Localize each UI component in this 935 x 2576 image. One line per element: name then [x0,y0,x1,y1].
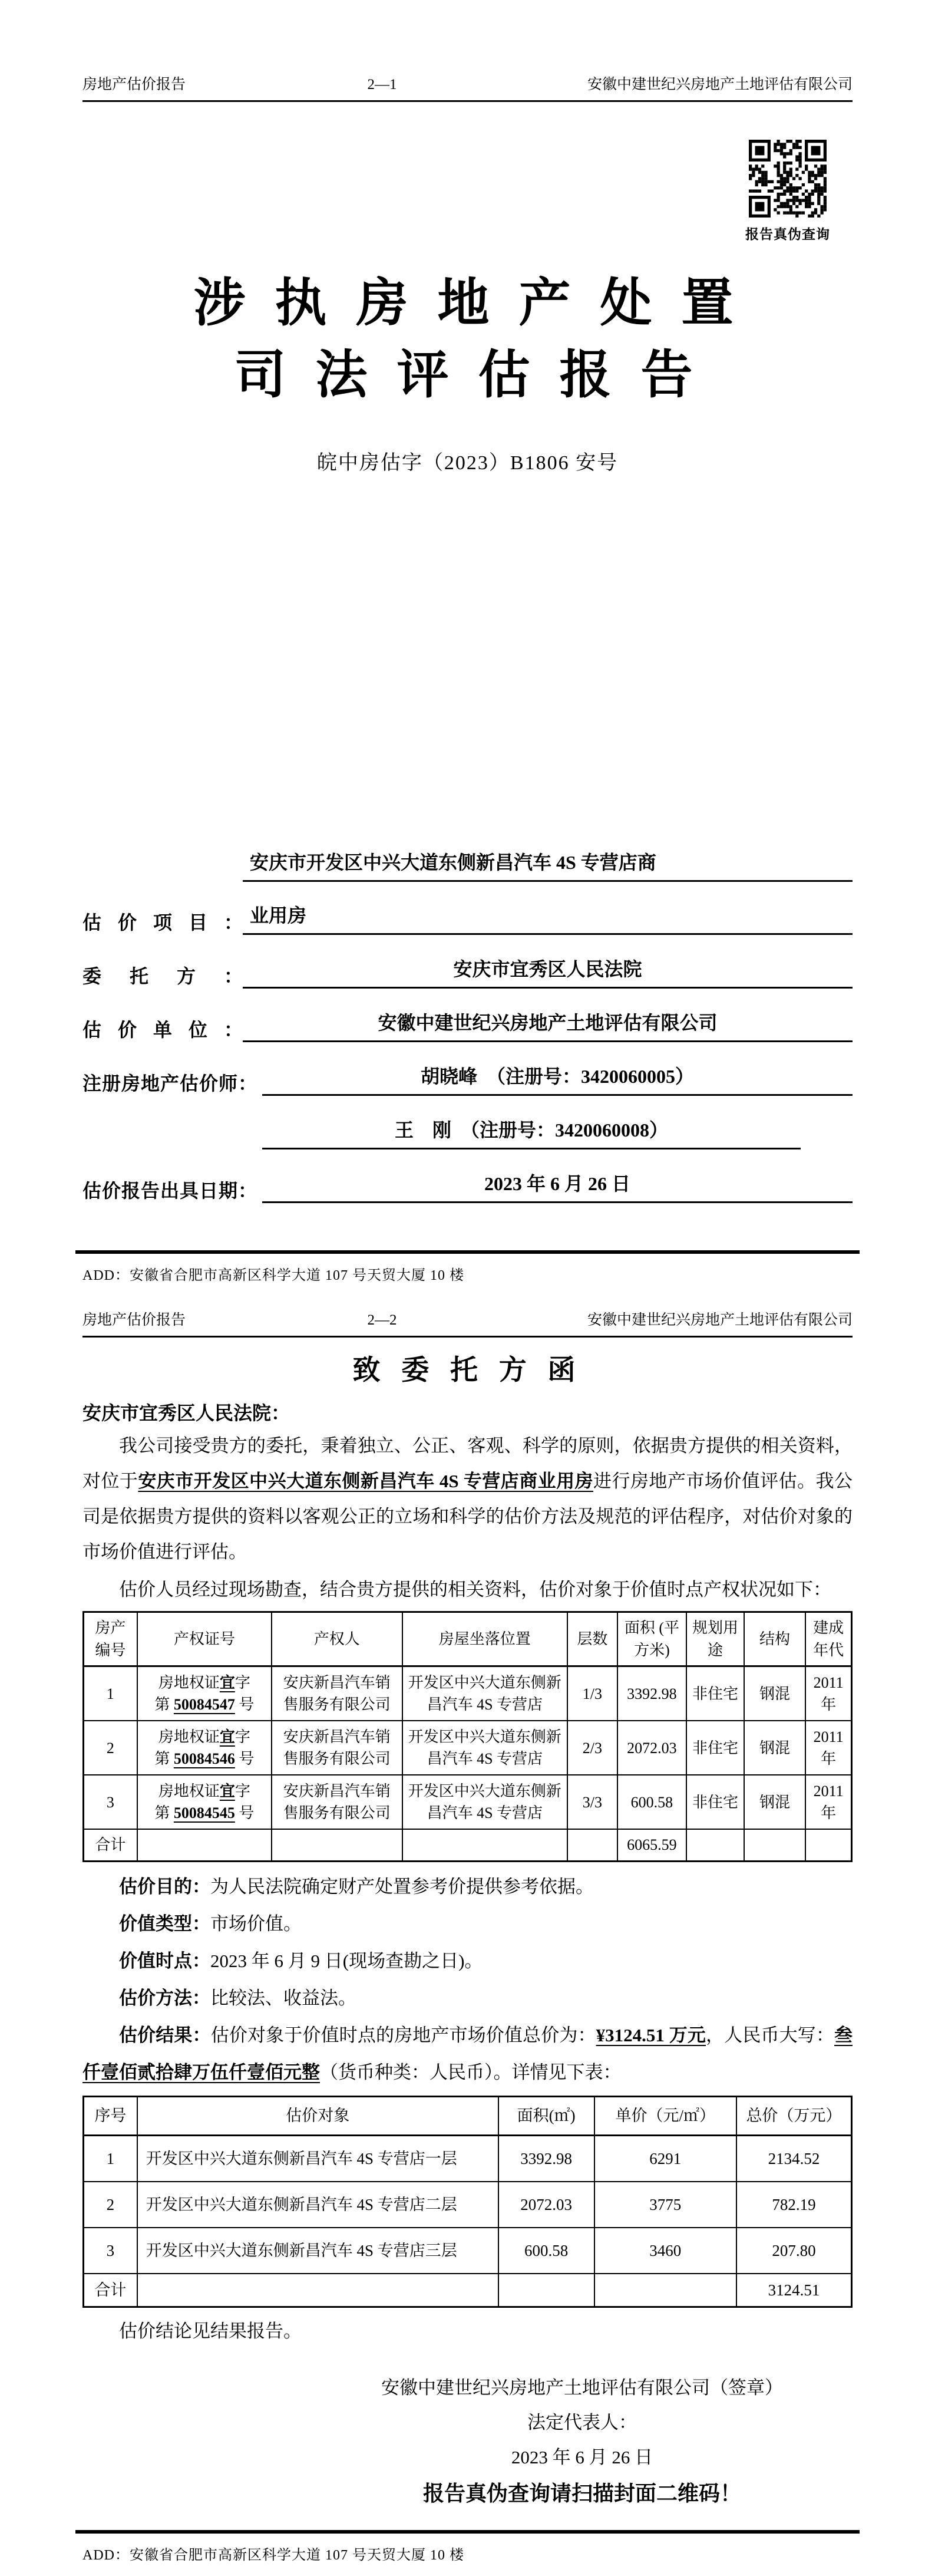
section-result: 估价结果：估价对象于价值时点的房地产市场价值总价为：¥3124.51 万元，人民币大写：叁仟壹佰贰拾肆万伍仟壹佰元整（货币种类：人民币）。详情见下表： [82,2025,853,2083]
letter-title: 致 委 托 方 函 [352,1355,583,1386]
page-1-cover [0,0,935,1284]
col-header: 结构 [744,1612,805,1666]
signature-legal-rep: 法定代表人： [527,2412,637,2433]
result-amount: ¥3124.51 万元 [596,2025,706,2046]
signature-block [381,2370,783,2509]
form-row-project [82,848,853,935]
report-title-line1: 涉 执 房 地 产 处 置 [193,275,742,332]
header-company-name: 安徽中建世纪兴房地产土地评估有限公司 [587,1312,853,1328]
col-header: 建成年代 [805,1612,851,1666]
letter-paragraph-1: 我公司接受贵方的委托，秉着独立、公正、客观、科学的原则，依据贵方提供的相关资料，对位于安庆市开发区中兴大道东侧新昌汽车 4S 专营店商业用房进行房地产市场价值评估。我公司是依据贵方提供的资料以客观公正的立场和科学的估价方法及规范的评估程序，对估价对象的市场价值进行评估。 [82,1435,853,1562]
col-header: 产权人 [272,1612,402,1666]
col-header: 层数 [567,1612,617,1666]
appraisal-org-value: 安徽中建世纪兴房地产土地评估有限公司 [243,1008,853,1042]
header-page-number: 2—1 [367,77,397,93]
appraisal-org-label: 估价单位： [82,1019,243,1040]
table-row: 3 房地权证宜字 第 50084545 号 安庆新昌汽车销售服务有限公司 开发区中兴大道东侧新昌汽车 4S 专营店 3/3 600.58 非住宅 钢混 2011年 [84,1775,852,1829]
total-label: 合计 [84,1829,137,1861]
col-header: 总价（万元） [736,2097,852,2136]
page-2-letter [0,1311,935,2564]
table-row: 2 开发区中兴大道东侧新昌汽车 4S 专营店二层 2072.03 3775 782.19 [84,2182,852,2228]
total-area: 6065.59 [617,1829,686,1861]
signature-date: 2023 年 6 月 26 日 [511,2447,653,2468]
cert-number-cell: 房地权证宜字 第 50084546 号 [137,1721,272,1775]
page1-footer-address: ADD：安徽省合肥市高新区科学大道 107 号天贸大厦 10 楼 [82,1268,464,1283]
header-doc-type: 房地产估价报告 [82,1312,186,1328]
form-row-client [82,954,853,989]
appraiser-2-value: 王 刚 （注册号：3420060008） [262,1115,801,1149]
header-page-number: 2—2 [367,1312,397,1328]
page2-footer-address: ADD：安徽省合肥市高新区科学大道 107 号天贸大厦 10 楼 [82,2548,464,2564]
section-value-date: 价值时点：2023 年 6 月 9 日(现场查勘之日)。 [119,1951,483,1972]
qr-caption: 报告真伪查询 [745,227,830,242]
result-amount-capital: 叁仟壹佰贰拾肆万伍仟壹佰元整 [82,2025,853,2083]
qr-block [736,140,839,243]
property-table-header-row [84,1612,852,1666]
appraiser-1-value: 胡晓峰 （注册号：3420060005） [262,1062,853,1096]
cert-number-cell: 房地权证宜字 第 50084547 号 [137,1666,272,1721]
signature-company: 安徽中建世纪兴房地产土地评估有限公司（签章） [381,2377,783,2399]
col-header: 产权证号 [137,1612,272,1666]
qr-verification-notice: 报告真伪查询请扫描封面二维码！ [422,2482,741,2506]
col-header: 房屋坐落位置 [402,1612,567,1666]
result-table-header-row [84,2097,852,2136]
page2-footer-rule [75,2530,860,2534]
table-row: 3 开发区中兴大道东侧新昌汽车 4S 专营店三层 600.58 3460 207.80 [84,2228,852,2274]
total-label: 合计 [84,2274,137,2307]
header-doc-type: 房地产估价报告 [82,77,186,93]
document-number: 皖中房估字（2023）B1806 安号 [316,452,619,474]
col-header: 房产编号 [84,1612,137,1666]
col-header: 面积 (平方米) [617,1612,686,1666]
page2-running-header [82,1311,853,1338]
cover-form [82,848,853,1203]
report-title [82,268,853,412]
table-total-row [84,1829,852,1861]
form-row-appraiser-1 [82,1062,853,1096]
table-row: 1 开发区中兴大道东侧新昌汽车 4S 专营店一层 3392.98 6291 2134.52 [84,2136,852,2182]
section-methods: 估价方法：比较法、收益法。 [119,1988,356,2009]
section-purpose: 估价目的：为人民法院确定财产处置参考价提供参考依据。 [119,1876,594,1898]
letter-paragraph-2: 估价人员经过现场勘查，结合贵方提供的相关资料，估价对象于价值时点产权状况如下： [119,1579,831,1600]
section-value-type: 价值类型：市场价值。 [119,1913,302,1935]
subject-property-highlight: 安庆市开发区中兴大道东侧新昌汽车 4S 专营店商业用房 [138,1471,594,1491]
letter-addressee: 安庆市宜秀区人民法院： [82,1402,290,1424]
total-value: 3124.51 [736,2274,852,2307]
client-value: 安庆市宜秀区人民法院 [243,954,853,989]
table-row: 2 房地权证宜字 第 50084546 号 安庆新昌汽车销售服务有限公司 开发区中兴大道东侧新昌汽车 4S 专营店 2/3 2072.03 非住宅 钢混 2011年 [84,1721,852,1775]
form-row-appraisal-org [82,1008,853,1042]
client-label: 委托方： [82,966,243,987]
table-total-row [84,2274,852,2307]
col-header: 估价对象 [137,2097,498,2136]
page1-footer-rule [75,1250,860,1254]
cert-number-cell: 房地权证宜字 第 50084545 号 [137,1775,272,1829]
form-row-appraiser-2 [82,1115,853,1149]
valuation-result-table [82,2096,853,2308]
appraisers-label: 注册房地产估价师： [82,1073,258,1094]
page1-running-header [82,0,853,102]
project-value-line2: 业用房 [243,901,853,935]
conclusion-note: 估价结论见结果报告。 [119,2321,302,2342]
col-header: 单价（元/㎡） [594,2097,736,2136]
form-row-report-date [82,1169,853,1203]
report-title-line2: 司 法 评 估 报 告 [234,347,701,404]
col-header: 面积(㎡) [498,2097,594,2136]
property-rights-table [82,1611,853,1862]
report-date-label: 估价报告出具日期： [82,1180,258,1201]
table-row: 1 房地权证宜字 第 50084547 号 安庆新昌汽车销售服务有限公司 开发区中兴大道东侧新昌汽车 4S 专营店 1/3 3392.98 非住宅 钢混 2011年 [84,1666,852,1721]
project-label: 估价项目： [82,912,243,933]
report-date-value: 2023 年 6 月 26 日 [262,1169,853,1203]
col-header: 规划用途 [686,1612,744,1666]
project-value-line1: 安庆市开发区中兴大道东侧新昌汽车 4S 专营店商 [243,848,853,882]
qr-code [736,140,839,218]
col-header: 序号 [84,2097,137,2136]
header-company-name: 安徽中建世纪兴房地产土地评估有限公司 [587,77,853,93]
